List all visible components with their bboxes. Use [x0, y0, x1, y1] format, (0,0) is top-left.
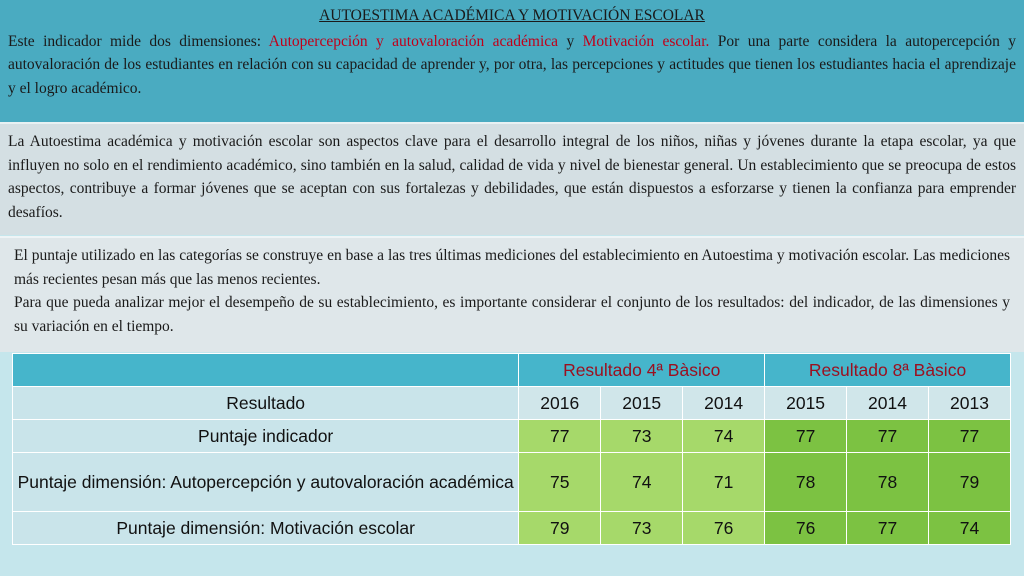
- description-text: Por una parte considera la autopercepción y autovaloración de los estudiantes en relación con su capacidad de aprender y, por otra, las percepciones y actitudes que tienen los estudiantes hacia el aprendizaje y el logro académico.: [8, 32, 1017, 97]
- years-row: [13, 387, 1011, 420]
- table-row: [13, 420, 1011, 453]
- header-empty-cell: [13, 354, 519, 387]
- year-cell: 2015: [765, 387, 847, 420]
- analysis-paragraph: Para que pueda analizar mejor el desempeño de su establecimiento, es importante considerar el conjunto de los resultados: del indicador, de las dimensiones y su variación en el tiempo.: [14, 294, 1010, 335]
- year-cell: 2013: [928, 387, 1010, 420]
- value-cell: 77: [928, 420, 1010, 453]
- scoring-paragraph: El puntaje utilizado en las categorías se construye en base a las tres últimas mediciones del establecimiento en Autoestima y motivación escolar. Las mediciones más recientes pesan más que las menos recientes.: [14, 247, 1010, 288]
- value-cell: 73: [601, 512, 683, 545]
- connector-text: y: [558, 32, 583, 50]
- value-cell: 77: [765, 420, 847, 453]
- value-cell: 76: [683, 512, 765, 545]
- value-cell: 74: [601, 453, 683, 512]
- dimension-2: Motivación escolar.: [582, 32, 710, 50]
- value-cell: 76: [765, 512, 847, 545]
- table-row: [13, 453, 1011, 512]
- value-cell: 74: [928, 512, 1010, 545]
- value-cell: 74: [683, 420, 765, 453]
- importance-paragraph: La Autoestima académica y motivación escolar son aspectos clave para el desarrollo integral de los niños, niñas y jóvenes durante la etapa escolar, ya que influyen no solo en el rendimiento académico, sino también en la salud, calidad de vida y nivel de bienestar general. Un establecimiento que se preocupa de estos aspectos, contribuye a formar jóvenes que se aceptan con sus fortalezas y debilidades, que están dispuestos a esforzarse y tienen la confianza para emprender desafíos.: [8, 133, 1016, 221]
- scoring-description: [0, 236, 1024, 352]
- group-4-basico: Resultado 4ª Bàsico: [519, 354, 765, 387]
- value-cell: 73: [601, 420, 683, 453]
- value-cell: 77: [847, 512, 929, 545]
- dimension-1: Autopercepción y autovaloración académica: [268, 32, 559, 50]
- year-cell: 2016: [519, 387, 601, 420]
- year-row-label: Resultado: [13, 387, 519, 420]
- row-label: Puntaje dimensión: Motivación escolar: [13, 512, 519, 545]
- value-cell: 75: [519, 453, 601, 512]
- value-cell: 71: [683, 453, 765, 512]
- importance-description: [0, 122, 1024, 235]
- row-label: Puntaje dimensión: Autopercepción y autovaloración académica: [13, 453, 519, 512]
- year-cell: 2014: [847, 387, 929, 420]
- indicator-paragraph: [8, 30, 1016, 101]
- table-row: [13, 512, 1011, 545]
- section-title: AUTOESTIMA ACADÉMICA Y MOTIVACIÓN ESCOLAR: [319, 7, 705, 24]
- row-label: Puntaje indicador: [13, 420, 519, 453]
- year-cell: 2014: [683, 387, 765, 420]
- intro-text: Este indicador mide dos dimensiones:: [8, 32, 269, 50]
- value-cell: 79: [519, 512, 601, 545]
- results-table: [12, 353, 1011, 545]
- group-8-basico: Resultado 8ª Bàsico: [765, 354, 1011, 387]
- indicator-description: [0, 0, 1024, 122]
- value-cell: 78: [847, 453, 929, 512]
- year-cell: 2015: [601, 387, 683, 420]
- value-cell: 79: [928, 453, 1010, 512]
- value-cell: 78: [765, 453, 847, 512]
- table-header-row: [13, 354, 1011, 387]
- value-cell: 77: [847, 420, 929, 453]
- value-cell: 77: [519, 420, 601, 453]
